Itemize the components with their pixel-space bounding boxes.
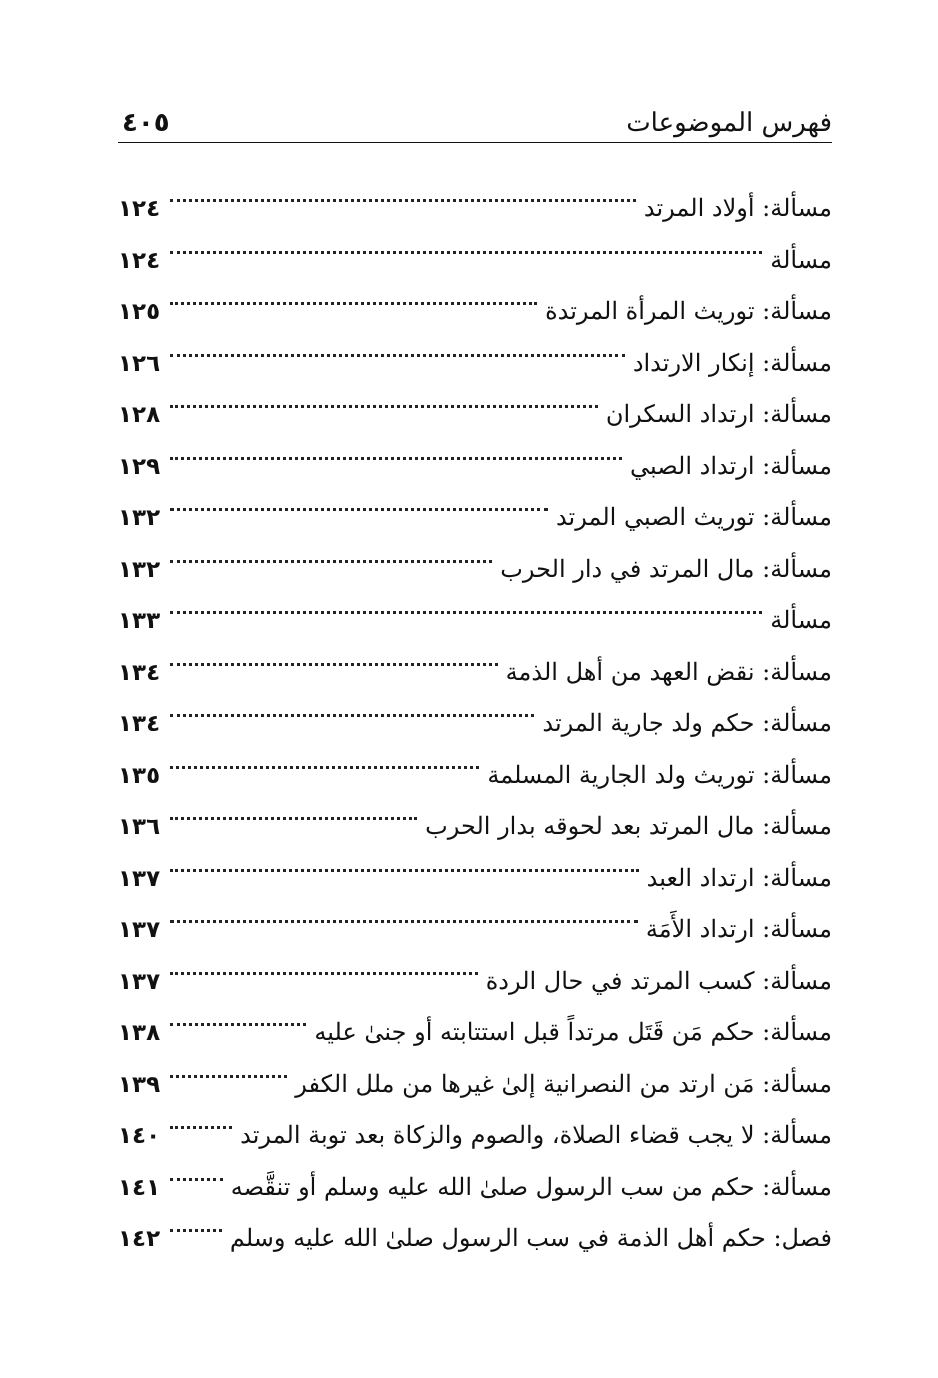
dot-leader	[170, 1041, 287, 1092]
dot-leader	[170, 989, 306, 1040]
toc-entry-title: مسألة: لا يجب قضاء الصلاة، والصوم والزكاة بعد توبة المرتد	[240, 1121, 832, 1149]
toc-entry-title: مسألة: توريث المرأة المرتدة	[545, 297, 832, 325]
toc-entry-page: ١٣٢	[118, 556, 161, 583]
toc-entry-page: ١٣٥	[118, 762, 161, 789]
toc-entry-page: ١٣٦	[118, 814, 161, 840]
page-header	[118, 96, 832, 140]
running-title: فهرس الموضوعات	[626, 108, 832, 138]
dot-leader	[170, 474, 548, 525]
toc-entry-page: ١٣٧	[118, 968, 161, 995]
dot-leader	[170, 783, 417, 834]
toc-entry-title: مسألة	[770, 606, 832, 634]
toc-entry-title: مسألة: توريث الصبي المرتد	[555, 503, 832, 531]
toc-entry	[118, 165, 832, 222]
header-rule	[118, 142, 832, 143]
toc-entry-title: مسألة: مال المرتد في دار الحرب	[500, 554, 832, 583]
dot-leader	[170, 1195, 222, 1246]
dot-leader	[170, 217, 762, 268]
toc-entry-page: ١٣٤	[118, 659, 161, 686]
dot-leader	[170, 165, 636, 216]
toc-entry-page: ١٣٤	[118, 711, 161, 737]
dot-leader	[170, 1144, 223, 1195]
toc-entry-title: مسألة: حكم من سب الرسول صلىٰ الله عليه وسلم أو تنقَّصه	[230, 1172, 832, 1201]
toc-entry-page: ١٢٨	[118, 402, 161, 428]
toc-entry-page: ١٣٨	[118, 1020, 161, 1046]
toc-entry-title: مسألة: توريث ولد الجارية المسلمة	[487, 760, 832, 789]
dot-leader	[170, 680, 534, 731]
toc-entry-title: مسألة: مال المرتد بعد لحوقه بدار الحرب	[425, 812, 832, 840]
dot-leader	[170, 320, 625, 371]
dot-leader	[170, 371, 598, 422]
toc-entry-page: ١٤٠	[118, 1123, 161, 1149]
dot-leader	[170, 732, 479, 783]
toc-entry-page: ١٢٦	[118, 350, 161, 377]
dot-leader	[170, 886, 638, 937]
dot-leader	[170, 423, 622, 474]
toc-entry-page: ١٢٥	[118, 299, 161, 325]
dot-leader	[170, 629, 498, 680]
toc-entry-title: مسألة: إنكار الارتداد	[632, 348, 832, 377]
toc-entry	[118, 217, 832, 274]
toc-entry-page: ١٢٩	[118, 453, 161, 480]
dot-leader	[170, 526, 492, 577]
dot-leader	[170, 1092, 232, 1143]
toc-entry	[118, 268, 832, 325]
toc-entry-title: مسألة	[770, 245, 832, 274]
toc-entry-page: ١٣٧	[118, 865, 161, 892]
toc-entry-title: مسألة: حكم ولد جارية المرتد	[542, 709, 832, 737]
toc-entry-title: مسألة: نقض العهد من أهل الذمة	[505, 657, 832, 686]
dot-leader	[170, 938, 478, 989]
toc-list	[118, 165, 832, 1252]
toc-entry-page: ١٣٩	[118, 1071, 161, 1098]
toc-entry-title: مسألة: ارتداد العبد	[646, 863, 832, 892]
toc-entry-title: مسألة: حكم مَن قَتَل مرتداً قبل استتابته أو جنىٰ عليه	[314, 1018, 832, 1046]
toc-entry-page: ١٤١	[118, 1174, 161, 1201]
toc-entry-title: مسألة: مَن ارتد من النصرانية إلىٰ غيرها من ملل الكفر	[295, 1069, 832, 1098]
toc-entry-page: ١٢٤	[118, 247, 161, 274]
toc-entry-title: مسألة: كسب المرتد في حال الردة	[485, 966, 832, 995]
dot-leader	[170, 268, 537, 319]
toc-entry-title: مسألة: أولاد المرتد	[643, 194, 832, 222]
toc-entry-title: فصل: حكم أهل الذمة في سب الرسول صلىٰ الله عليه وسلم	[229, 1224, 832, 1252]
toc-entry-page: ١٣٣	[118, 608, 161, 634]
toc-entry-page: ١٣٧	[118, 917, 161, 943]
toc-entry-title: مسألة: ارتداد الصبي	[629, 451, 832, 480]
toc-entry-page: ١٤٢	[118, 1226, 161, 1252]
toc-entry-title: مسألة: ارتداد الأَمَة	[645, 915, 832, 943]
toc-entry-page: ١٣٢	[118, 505, 161, 531]
dot-leader	[170, 577, 762, 628]
toc-entry	[118, 629, 832, 686]
toc-entry-title: مسألة: ارتداد السكران	[605, 400, 832, 428]
toc-entry-page: ١٢٤	[118, 196, 161, 222]
toc-entry	[118, 577, 832, 634]
page-number: ٤٠٥	[122, 108, 170, 138]
dot-leader	[170, 835, 639, 886]
